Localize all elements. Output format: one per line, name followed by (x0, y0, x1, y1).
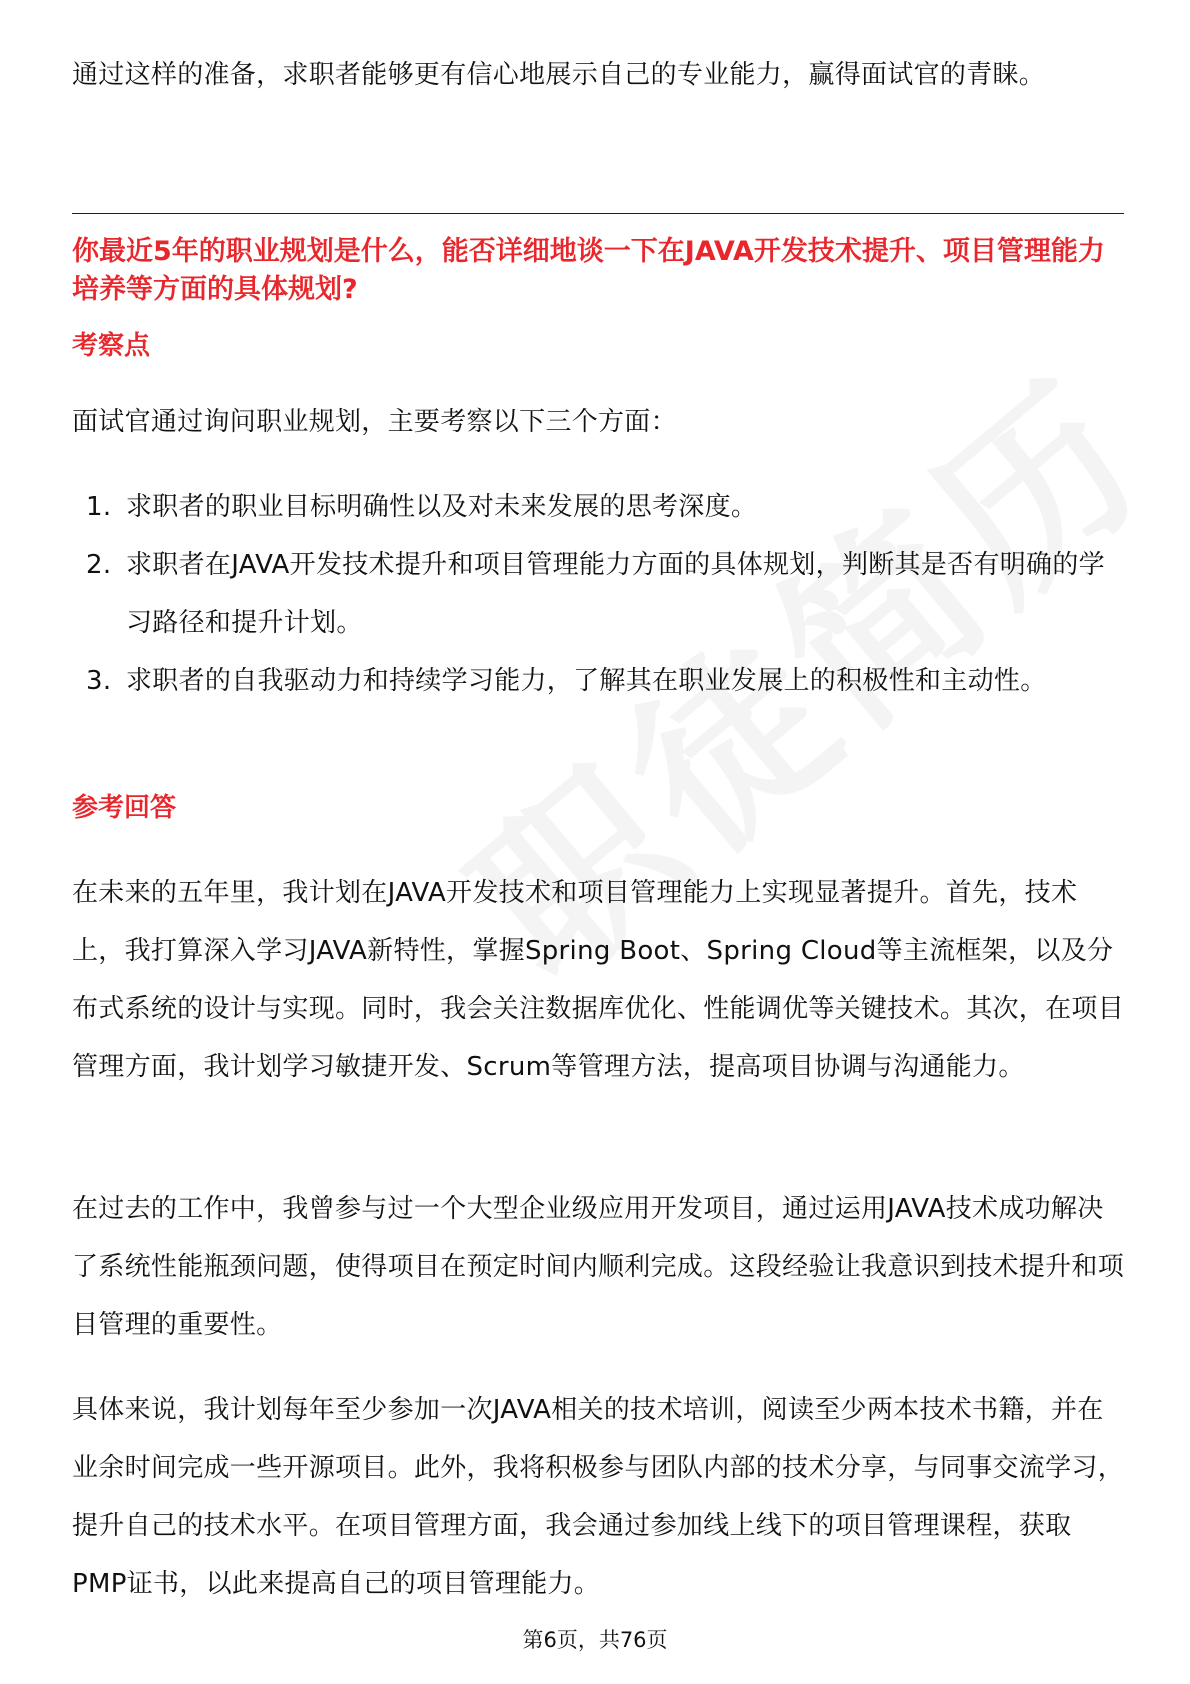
list-item-number: 3. (86, 666, 112, 696)
answer-paragraph: 在未来的五年里，我计划在JAVA开发技术和项目管理能力上实现显著提升。首先，技术上，我打算深入学习JAVA新特性，掌握Spring Boot、Spring Cloud等主流框架，以及分布式系统的设计与实现。同时，我会关注数据库优化、性能调优等关键技术。其次，在项目管理方面，我计划学习敏捷开发、Scrum等管理方法，提高项目协调与沟通能力。 (72, 878, 1125, 1082)
list-item-text: 求职者的职业目标明确性以及对未来发展的思考深度。 (126, 492, 758, 522)
list-item (72, 478, 1124, 536)
list-item-number: 1. (86, 492, 112, 522)
section-heading-cankao: 参考回答 (72, 793, 177, 823)
answer-paragraph: 具体来说，我计划每年至少参加一次JAVA相关的技术培训，阅读至少两本技术书籍，并在业余时间完成一些开源项目。此外，我将积极参与团队内部的技术分享，与同事交流学习，提升自己的技术水平。在项目管理方面，我会通过参加线上线下的项目管理课程，获取PMP证书，以此来提高自己的项目管理能力。 (72, 1395, 1125, 1599)
list-item-text: 求职者在JAVA开发技术提升和项目管理能力方面的具体规划，判断其是否有明确的学习路径和提升计划。 (126, 550, 1105, 638)
list-item (72, 536, 1124, 652)
interview-question: 你最近5年的职业规划是什么，能否详细地谈一下在JAVA开发技术提升、项目管理能力培养等方面的具体规划? (72, 236, 1105, 305)
list-item (72, 652, 1124, 710)
list-item-text: 求职者的自我驱动力和持续学习能力，了解其在职业发展上的积极性和主动性。 (126, 666, 1047, 696)
answer-paragraph: 在过去的工作中，我曾参与过一个大型企业级应用开发项目，通过运用JAVA技术成功解决了系统性能瓶颈问题，使得项目在预定时间内顺利完成。这段经验让我意识到技术提升和项目管理的重要性。 (72, 1194, 1125, 1340)
kaochadian-list (72, 478, 1124, 710)
section-divider (72, 213, 1124, 214)
list-item-number: 2. (86, 550, 112, 580)
document-page (72, 0, 1124, 1684)
kaochadian-lead-text: 面试官通过询问职业规划，主要考察以下三个方面： (72, 407, 677, 437)
page-number-footer: 第6页，共76页 (522, 1628, 668, 1652)
intro-paragraph: 通过这样的准备，求职者能够更有信心地展示自己的专业能力，赢得面试官的青睐。 (72, 60, 1046, 90)
section-heading-kaochadian: 考察点 (72, 331, 151, 361)
